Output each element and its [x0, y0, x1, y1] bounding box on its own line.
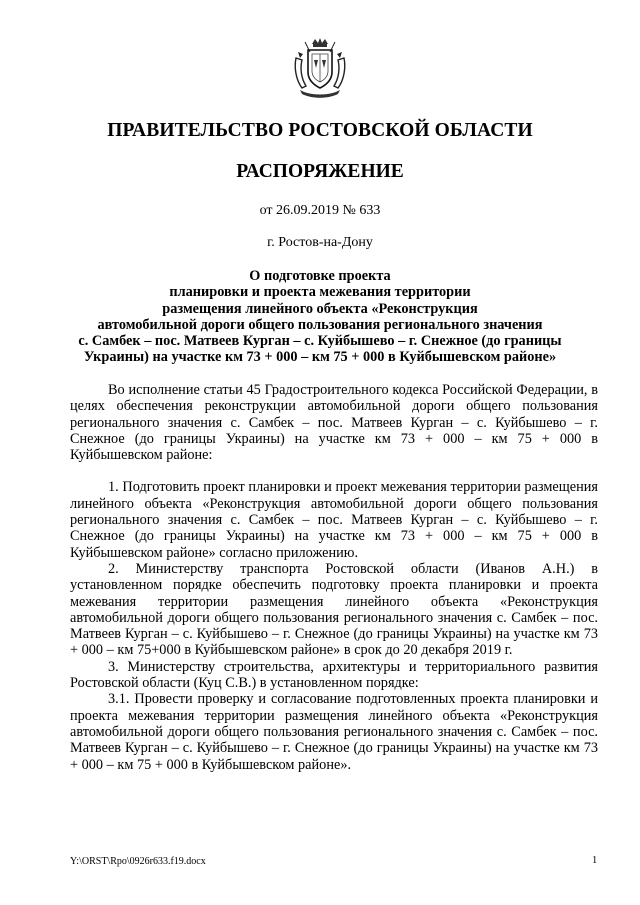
title-line: размещения линейного объекта «Реконструкция — [162, 300, 478, 317]
date-and-number: от 26.09.2019 № 633 — [259, 203, 381, 218]
title-line: планировки и проекта межевания территории — [169, 284, 471, 301]
item-2-paragraph: 2. Министерству транспорта Ростовской области (Иванов А.Н.) в установленном порядке обеспечить подготовку проекта планировки и проекта межевания территории размещения линейного объекта «Реконструкция автомобильной дороги общего пользования регионального значения с. Самбек – пос. Матвеев Курган – с. Куйбышево – г. Снежное (до границы Украины) на участке км 73 + 000 – км 75+000 в Куйбышевском районе» в срок до 20 декабря 2019 г. — [70, 560, 598, 659]
item-3-1-paragraph: 3.1. Провести проверку и согласование подготовленных проекта планировки и проекта межевания территории размещения линейного объекта «Реконструкция автомобильной дороги общего пользования регионального значения с. Самбек – пос. Матвеев Курган – с. Куйбышево – г. Снежное (до границы Украины) на участке км 73 + 000 – км 75 + 000 в Куйбышевском районе». — [70, 691, 598, 773]
title-line: автомобильной дороги общего пользования регионального значения — [97, 316, 543, 333]
organization-name: ПРАВИТЕЛЬСТВО РОСТОВСКОЙ ОБЛАСТИ — [107, 120, 533, 141]
document-body — [70, 382, 598, 773]
footer-file-path: Y:\ORST\Rpo\0926r633.f19.docx — [70, 856, 206, 867]
document-title — [60, 268, 580, 366]
city: г. Ростов-на-Дону — [267, 235, 373, 250]
item-3-paragraph: 3. Министерству строительства, архитектуры и территориального развития Ростовской области (Куц С.В.) в установленном порядке: — [70, 658, 598, 692]
document-type: РАСПОРЯЖЕНИЕ — [236, 161, 404, 182]
item-1-paragraph: 1. Подготовить проект планировки и проект межевания территории размещения линейного объекта «Реконструкция автомобильной дороги общего пользования регионального значения с. Самбек – пос. Матвеев Курган – с. Куйбышево – г. Снежное (до границы Украины) на участке км 73 + 000 – км 75 + 000 в Куйбышевском районе» согласно приложению. — [70, 479, 598, 561]
title-line: Украины) на участке км 73 + 000 – км 75 + 000 в Куйбышевском районе» — [83, 349, 557, 366]
preamble-paragraph: Во исполнение статьи 45 Градостроительного кодекса Российской Федерации, в целях обеспечения реконструкции автомобильной дороги общего пользования регионального значения с. Самбек – пос. Матвеев Курган – с. Куйбышево – г. Снежное (до границы Украины) на участке км 73 + 000 – км 75 + 000 в Куйбышевском районе: — [70, 382, 598, 464]
page-number: 1 — [592, 855, 598, 866]
title-line: О подготовке проекта — [249, 268, 391, 284]
title-line: с. Самбек – пос. Матвеев Курган – с. Куйбышево – г. Снежное (до границы — [78, 333, 562, 350]
coat-of-arms-icon — [292, 38, 348, 100]
